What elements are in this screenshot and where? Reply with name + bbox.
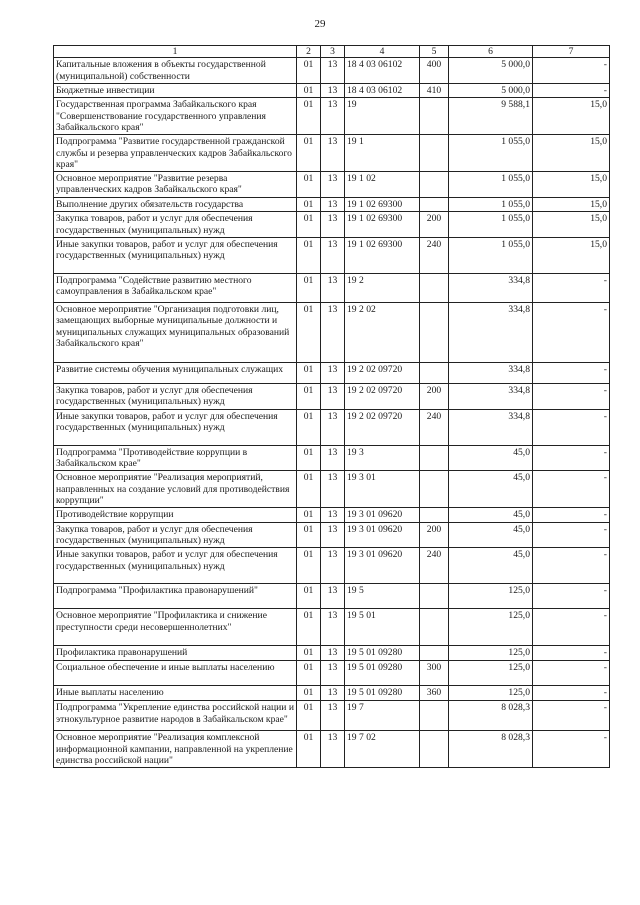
cell-expense-type: 240 (420, 548, 449, 584)
cell-target-article: 19 5 01 09280 (345, 646, 420, 661)
column-header-1: 1 (54, 46, 297, 58)
cell-amount-federal: 15,0 (533, 198, 610, 212)
cell-subsection: 13 (321, 363, 345, 384)
cell-target-article: 19 3 01 09620 (345, 548, 420, 584)
cell-section: 01 (297, 274, 321, 303)
cell-amount: 1 055,0 (449, 135, 533, 172)
cell-name: Основное мероприятие "Организация подготовки лиц, замещающих выборные муниципальные должности и муниципальных служащих муниципальных образований Забайкальского края" (54, 303, 297, 363)
cell-section: 01 (297, 172, 321, 198)
cell-subsection: 13 (321, 135, 345, 172)
cell-amount: 45,0 (449, 548, 533, 584)
cell-name: Подпрограмма "Профилактика правонарушений" (54, 584, 297, 609)
cell-target-article: 19 1 02 69300 (345, 212, 420, 238)
cell-target-article: 19 3 01 09620 (345, 522, 420, 548)
cell-amount: 125,0 (449, 661, 533, 686)
cell-target-article: 19 2 02 09720 (345, 363, 420, 384)
cell-section: 01 (297, 303, 321, 363)
cell-amount-federal: - (533, 609, 610, 646)
cell-name: Закупка товаров, работ и услуг для обеспечения государственных (муниципальных) нужд (54, 522, 297, 548)
page-number: 29 (314, 18, 326, 30)
cell-amount-federal: 15,0 (533, 98, 610, 135)
cell-name: Основное мероприятие "Профилактика и снижение преступности среди несовершеннолетних" (54, 609, 297, 646)
cell-subsection: 13 (321, 384, 345, 410)
cell-section: 01 (297, 646, 321, 661)
cell-subsection: 13 (321, 548, 345, 584)
cell-expense-type (420, 731, 449, 768)
cell-subsection: 13 (321, 198, 345, 212)
cell-expense-type (420, 646, 449, 661)
cell-expense-type: 410 (420, 83, 449, 97)
cell-section: 01 (297, 686, 321, 701)
cell-name: Подпрограмма "Развитие государственной гражданской службы и резерва управленческих кадров Забайкальского края" (54, 135, 297, 172)
cell-target-article: 19 1 02 (345, 172, 420, 198)
table-header-row (54, 46, 610, 58)
cell-target-article: 19 1 02 69300 (345, 198, 420, 212)
cell-section: 01 (297, 548, 321, 584)
cell-target-article: 19 5 01 09280 (345, 686, 420, 701)
table-row (54, 471, 610, 508)
cell-expense-type (420, 135, 449, 172)
cell-amount: 125,0 (449, 686, 533, 701)
cell-amount: 125,0 (449, 584, 533, 609)
cell-amount: 9 588,1 (449, 98, 533, 135)
cell-amount: 334,8 (449, 384, 533, 410)
cell-section: 01 (297, 471, 321, 508)
cell-amount: 1 055,0 (449, 238, 533, 274)
cell-target-article: 19 2 02 09720 (345, 384, 420, 410)
cell-name: Основное мероприятие "Развитие резерва управленческих кадров Забайкальского края" (54, 172, 297, 198)
table-row (54, 135, 610, 172)
cell-expense-type (420, 445, 449, 471)
table-row (54, 409, 610, 445)
cell-target-article: 18 4 03 06102 (345, 83, 420, 97)
cell-amount-federal: - (533, 686, 610, 701)
column-header-5: 5 (420, 46, 449, 58)
cell-section: 01 (297, 58, 321, 84)
table-row (54, 548, 610, 584)
cell-section: 01 (297, 363, 321, 384)
cell-subsection: 13 (321, 522, 345, 548)
cell-target-article: 19 3 01 09620 (345, 508, 420, 522)
cell-amount-federal: 15,0 (533, 172, 610, 198)
cell-section: 01 (297, 212, 321, 238)
table-row (54, 83, 610, 97)
cell-amount-federal: - (533, 646, 610, 661)
cell-expense-type: 360 (420, 686, 449, 701)
cell-amount-federal: - (533, 58, 610, 84)
cell-amount-federal: 15,0 (533, 212, 610, 238)
cell-expense-type (420, 584, 449, 609)
table-row (54, 445, 610, 471)
cell-amount: 1 055,0 (449, 172, 533, 198)
table-row (54, 686, 610, 701)
cell-amount-federal: - (533, 584, 610, 609)
cell-name: Развитие системы обучения муниципальных служащих (54, 363, 297, 384)
cell-expense-type (420, 609, 449, 646)
cell-amount: 8 028,3 (449, 701, 533, 731)
cell-subsection: 13 (321, 609, 345, 646)
cell-expense-type: 200 (420, 522, 449, 548)
cell-amount: 334,8 (449, 303, 533, 363)
cell-subsection: 13 (321, 646, 345, 661)
cell-amount-federal: - (533, 471, 610, 508)
column-header-2: 2 (297, 46, 321, 58)
cell-subsection: 13 (321, 686, 345, 701)
column-header-4: 4 (345, 46, 420, 58)
cell-amount-federal: - (533, 303, 610, 363)
cell-expense-type (420, 274, 449, 303)
cell-amount-federal: - (533, 701, 610, 731)
cell-target-article: 19 2 02 09720 (345, 409, 420, 445)
cell-expense-type: 240 (420, 409, 449, 445)
cell-target-article: 19 5 01 09280 (345, 661, 420, 686)
table-row (54, 584, 610, 609)
table-row (54, 384, 610, 410)
cell-target-article: 19 2 (345, 274, 420, 303)
cell-section: 01 (297, 98, 321, 135)
table-row (54, 661, 610, 686)
cell-amount: 334,8 (449, 409, 533, 445)
table-row (54, 238, 610, 274)
cell-expense-type: 200 (420, 212, 449, 238)
cell-expense-type: 200 (420, 384, 449, 410)
cell-name: Иные закупки товаров, работ и услуг для обеспечения государственных (муниципальных) нужд (54, 409, 297, 445)
cell-amount: 45,0 (449, 471, 533, 508)
table-row (54, 522, 610, 548)
cell-amount: 45,0 (449, 508, 533, 522)
cell-expense-type (420, 701, 449, 731)
cell-section: 01 (297, 701, 321, 731)
cell-amount: 8 028,3 (449, 731, 533, 768)
cell-amount: 125,0 (449, 609, 533, 646)
cell-expense-type (420, 172, 449, 198)
table-row (54, 609, 610, 646)
cell-target-article: 19 3 (345, 445, 420, 471)
cell-expense-type (420, 471, 449, 508)
cell-target-article: 19 7 (345, 701, 420, 731)
cell-amount-federal: 15,0 (533, 135, 610, 172)
cell-expense-type: 400 (420, 58, 449, 84)
cell-name: Иные закупки товаров, работ и услуг для обеспечения государственных (муниципальных) нужд (54, 238, 297, 274)
table-row (54, 508, 610, 522)
cell-section: 01 (297, 584, 321, 609)
cell-subsection: 13 (321, 212, 345, 238)
cell-subsection: 13 (321, 471, 345, 508)
cell-target-article: 19 7 02 (345, 731, 420, 768)
cell-expense-type (420, 98, 449, 135)
cell-name: Капитальные вложения в объекты государственной (муниципальной) собственности (54, 58, 297, 84)
cell-amount: 45,0 (449, 522, 533, 548)
cell-target-article: 19 5 (345, 584, 420, 609)
cell-section: 01 (297, 445, 321, 471)
cell-amount: 334,8 (449, 363, 533, 384)
cell-name: Выполнение других обязательств государства (54, 198, 297, 212)
cell-target-article: 19 2 02 (345, 303, 420, 363)
table-row (54, 58, 610, 84)
cell-subsection: 13 (321, 731, 345, 768)
cell-subsection: 13 (321, 445, 345, 471)
cell-name: Подпрограмма "Укрепление единства российской нации и этнокультурное развитие народов в Забайкальском крае" (54, 701, 297, 731)
table-row (54, 303, 610, 363)
cell-subsection: 13 (321, 701, 345, 731)
cell-name: Подпрограмма "Содействие развитию местного самоуправления в Забайкальском крае" (54, 274, 297, 303)
cell-section: 01 (297, 731, 321, 768)
cell-amount: 125,0 (449, 646, 533, 661)
cell-amount-federal: - (533, 274, 610, 303)
cell-section: 01 (297, 384, 321, 410)
cell-subsection: 13 (321, 98, 345, 135)
table-row (54, 98, 610, 135)
cell-subsection: 13 (321, 661, 345, 686)
cell-target-article: 19 (345, 98, 420, 135)
table-row (54, 731, 610, 768)
table-row (54, 701, 610, 731)
cell-name: Бюджетные инвестиции (54, 83, 297, 97)
cell-amount-federal: - (533, 409, 610, 445)
table-row (54, 212, 610, 238)
budget-table (53, 45, 610, 768)
cell-subsection: 13 (321, 584, 345, 609)
cell-subsection: 13 (321, 508, 345, 522)
cell-subsection: 13 (321, 409, 345, 445)
cell-amount: 5 000,0 (449, 83, 533, 97)
cell-subsection: 13 (321, 303, 345, 363)
cell-amount-federal: - (533, 661, 610, 686)
cell-expense-type: 300 (420, 661, 449, 686)
cell-subsection: 13 (321, 238, 345, 274)
cell-amount: 1 055,0 (449, 198, 533, 212)
cell-section: 01 (297, 508, 321, 522)
cell-target-article: 19 1 02 69300 (345, 238, 420, 274)
cell-name: Социальное обеспечение и иные выплаты населению (54, 661, 297, 686)
cell-section: 01 (297, 661, 321, 686)
cell-name: Профилактика правонарушений (54, 646, 297, 661)
cell-name: Подпрограмма "Противодействие коррупции в Забайкальском крае" (54, 445, 297, 471)
cell-section: 01 (297, 198, 321, 212)
cell-amount: 334,8 (449, 274, 533, 303)
cell-expense-type (420, 363, 449, 384)
cell-amount-federal: - (533, 522, 610, 548)
cell-section: 01 (297, 238, 321, 274)
cell-amount-federal: - (533, 445, 610, 471)
cell-section: 01 (297, 135, 321, 172)
cell-section: 01 (297, 83, 321, 97)
table-body (54, 58, 610, 768)
cell-name: Иные закупки товаров, работ и услуг для обеспечения государственных (муниципальных) нужд (54, 548, 297, 584)
cell-amount-federal: - (533, 384, 610, 410)
cell-subsection: 13 (321, 274, 345, 303)
cell-subsection: 13 (321, 172, 345, 198)
cell-name: Основное мероприятие "Реализация мероприятий, направленных на создание условий для противодействия коррупции" (54, 471, 297, 508)
cell-amount-federal: - (533, 363, 610, 384)
cell-name: Закупка товаров, работ и услуг для обеспечения государственных (муниципальных) нужд (54, 384, 297, 410)
cell-amount: 1 055,0 (449, 212, 533, 238)
cell-name: Закупка товаров, работ и услуг для обеспечения государственных (муниципальных) нужд (54, 212, 297, 238)
cell-expense-type (420, 303, 449, 363)
cell-amount-federal: - (533, 508, 610, 522)
cell-target-article: 19 5 01 (345, 609, 420, 646)
cell-subsection: 13 (321, 83, 345, 97)
cell-subsection: 13 (321, 58, 345, 84)
column-header-7: 7 (533, 46, 610, 58)
cell-target-article: 18 4 03 06102 (345, 58, 420, 84)
column-header-6: 6 (449, 46, 533, 58)
cell-name: Основное мероприятие "Реализация комплексной информационной кампании, направленной на укрепление единства российской нации" (54, 731, 297, 768)
cell-expense-type (420, 508, 449, 522)
cell-section: 01 (297, 522, 321, 548)
cell-expense-type (420, 198, 449, 212)
cell-amount-federal: - (533, 548, 610, 584)
cell-section: 01 (297, 609, 321, 646)
table-row (54, 172, 610, 198)
cell-section: 01 (297, 409, 321, 445)
cell-name: Государственная программа Забайкальского края "Совершенствование государственного управления Забайкальского края" (54, 98, 297, 135)
cell-amount-federal: - (533, 731, 610, 768)
table-row (54, 198, 610, 212)
cell-target-article: 19 3 01 (345, 471, 420, 508)
table-row (54, 363, 610, 384)
cell-target-article: 19 1 (345, 135, 420, 172)
table-row (54, 646, 610, 661)
column-header-3: 3 (321, 46, 345, 58)
cell-name: Иные выплаты населению (54, 686, 297, 701)
cell-amount: 5 000,0 (449, 58, 533, 84)
cell-name: Противодействие коррупции (54, 508, 297, 522)
table-row (54, 274, 610, 303)
cell-amount: 45,0 (449, 445, 533, 471)
cell-amount-federal: 15,0 (533, 238, 610, 274)
cell-expense-type: 240 (420, 238, 449, 274)
cell-amount-federal: - (533, 83, 610, 97)
